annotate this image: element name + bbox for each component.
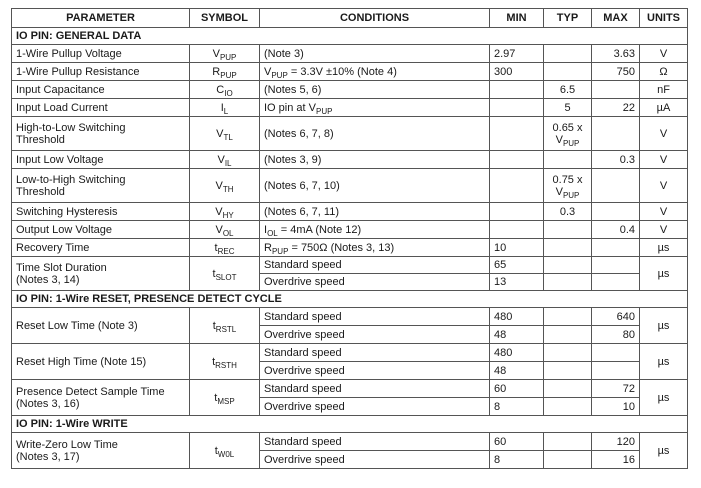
- typ-cell: [544, 63, 592, 81]
- typ-sub: PUP: [562, 190, 580, 200]
- header-max: MAX: [592, 9, 640, 28]
- typ-cell: [544, 239, 592, 257]
- unit-cell: V: [640, 151, 688, 169]
- symbol-sub: IL: [224, 158, 232, 168]
- min-cell: [490, 99, 544, 117]
- condition-cell: (Notes 5, 6): [260, 81, 490, 99]
- condition-cell-standard: Standard speed: [260, 257, 490, 274]
- typ-cell: [544, 398, 592, 416]
- symbol-sub: REC: [217, 246, 235, 256]
- param-line-2: Threshold: [16, 185, 65, 198]
- param-cell: [12, 117, 190, 151]
- typ-cell: [544, 274, 592, 291]
- param-line-2: Threshold: [16, 133, 65, 146]
- symbol-cell: [190, 99, 260, 117]
- cond-part-b: = 750Ω (Notes 3, 13): [288, 241, 395, 254]
- typ-cell: 5: [544, 99, 592, 117]
- section-row-write: [12, 416, 688, 433]
- typ-cell: [544, 257, 592, 274]
- symbol-sub: HY: [222, 210, 234, 220]
- min-cell: [490, 169, 544, 203]
- symbol-cell: [190, 117, 260, 151]
- condition-cell: (Notes 6, 7, 8): [260, 117, 490, 151]
- symbol-cell: [190, 308, 260, 344]
- unit-cell: V: [640, 45, 688, 63]
- max-cell: 0.4: [592, 221, 640, 239]
- max-cell: [592, 239, 640, 257]
- condition-cell: (Notes 3, 9): [260, 151, 490, 169]
- header-conditions: CONDITIONS: [260, 9, 490, 28]
- symbol-cell: [190, 433, 260, 469]
- unit-cell: µs: [640, 344, 688, 380]
- param-cell: [12, 169, 190, 203]
- typ-cell: [544, 169, 592, 203]
- symbol-sub: RSTH: [215, 360, 237, 370]
- condition-cell-overdrive: Overdrive speed: [260, 398, 490, 416]
- symbol-cell: [190, 151, 260, 169]
- symbol-main: V: [215, 223, 223, 236]
- symbol-main: V: [215, 205, 223, 218]
- max-cell: 10: [592, 398, 640, 416]
- cond-sub: PUP: [271, 246, 289, 256]
- symbol-main: V: [212, 47, 220, 60]
- header-units: UNITS: [640, 9, 688, 28]
- typ-line-1: 0.75 x: [552, 173, 583, 186]
- typ-line-1: 0.65 x: [552, 121, 583, 134]
- condition-cell-overdrive: Overdrive speed: [260, 451, 490, 469]
- min-cell: 60: [490, 380, 544, 398]
- max-cell: [592, 117, 640, 151]
- max-cell: 120: [592, 433, 640, 451]
- symbol-main: t: [214, 444, 218, 457]
- min-cell: [490, 117, 544, 151]
- symbol-cell: [190, 239, 260, 257]
- table-row-trstl: [12, 308, 688, 326]
- table-row-vil: [12, 151, 688, 169]
- unit-cell: µs: [640, 433, 688, 469]
- symbol-main: C: [216, 83, 225, 96]
- param-line-1: Write-Zero Low Time: [16, 438, 118, 451]
- param-cell: Input Load Current: [12, 99, 190, 117]
- param-line-1: Low-to-High Switching: [16, 173, 126, 186]
- section-title-write: IO PIN: 1-Wire WRITE: [12, 416, 688, 433]
- symbol-cell: [190, 380, 260, 416]
- symbol-main: t: [212, 355, 216, 368]
- min-cell: [490, 81, 544, 99]
- max-cell: 80: [592, 326, 640, 344]
- table-row-tslot: [12, 257, 688, 274]
- min-cell: 60: [490, 433, 544, 451]
- cond-part-a: V: [264, 65, 272, 78]
- min-cell: 8: [490, 451, 544, 469]
- symbol-main: V: [215, 179, 223, 192]
- typ-cell: [544, 380, 592, 398]
- typ-cell: [544, 362, 592, 380]
- table-row-tw0l: [12, 433, 688, 451]
- typ-cell: [544, 344, 592, 362]
- condition-cell-overdrive: Overdrive speed: [260, 274, 490, 291]
- table-row-trec: [12, 239, 688, 257]
- max-cell: [592, 203, 640, 221]
- symbol-sub: RSTL: [215, 324, 237, 334]
- unit-cell: µs: [640, 239, 688, 257]
- condition-cell-overdrive: Overdrive speed: [260, 326, 490, 344]
- symbol-main: V: [216, 127, 224, 140]
- unit-cell: µs: [640, 308, 688, 344]
- typ-cell: [544, 308, 592, 326]
- table-row-vpup: [12, 45, 688, 63]
- symbol-cell: [190, 257, 260, 291]
- param-cell: [12, 433, 190, 469]
- condition-cell: (Notes 6, 7, 11): [260, 203, 490, 221]
- symbol-main: t: [214, 241, 218, 254]
- param-cell: [12, 380, 190, 416]
- min-cell: 65: [490, 257, 544, 274]
- condition-cell-standard: Standard speed: [260, 308, 490, 326]
- symbol-main: t: [212, 319, 216, 332]
- section-title-reset: IO PIN: 1-Wire RESET, PRESENCE DETECT CYCLE: [12, 291, 688, 308]
- symbol-sub: TL: [223, 132, 233, 142]
- max-cell: [592, 274, 640, 291]
- min-cell: 480: [490, 344, 544, 362]
- typ-cell: [544, 151, 592, 169]
- param-cell: 1-Wire Pullup Voltage: [12, 45, 190, 63]
- cond-part-b: = 3.3V ±10% (Note 4): [287, 65, 397, 78]
- condition-cell-standard: Standard speed: [260, 380, 490, 398]
- typ-line-2: V: [555, 133, 563, 146]
- symbol-main: t: [214, 391, 218, 404]
- typ-cell: [544, 451, 592, 469]
- unit-cell: µA: [640, 99, 688, 117]
- symbol-sub: IO: [224, 88, 233, 98]
- condition-cell-standard: Standard speed: [260, 344, 490, 362]
- typ-cell: 0.3: [544, 203, 592, 221]
- min-cell: 48: [490, 362, 544, 380]
- cond-part-a: R: [264, 241, 272, 254]
- max-cell: 72: [592, 380, 640, 398]
- cond-part-a: IO pin at V: [264, 101, 316, 114]
- section-title-general: IO PIN: GENERAL DATA: [12, 28, 688, 45]
- symbol-sub: PUP: [220, 70, 237, 80]
- table-row-vhy: [12, 203, 688, 221]
- typ-cell: [544, 326, 592, 344]
- min-cell: 300: [490, 63, 544, 81]
- param-line-2: (Notes 3, 17): [16, 450, 80, 463]
- table-row-vol: [12, 221, 688, 239]
- symbol-main: R: [212, 65, 221, 78]
- param-cell: Output Low Voltage: [12, 221, 190, 239]
- table-row-vth: [12, 169, 688, 203]
- unit-cell: nF: [640, 81, 688, 99]
- max-cell: 0.3: [592, 151, 640, 169]
- condition-cell: (Notes 6, 7, 10): [260, 169, 490, 203]
- header-parameter: PARAMETER: [12, 9, 190, 28]
- max-cell: [592, 169, 640, 203]
- electrical-characteristics-table: [11, 8, 688, 469]
- min-cell: [490, 151, 544, 169]
- param-cell: Reset High Time (Note 15): [12, 344, 190, 380]
- table-row-tmsp: [12, 380, 688, 398]
- min-cell: 8: [490, 398, 544, 416]
- condition-cell-standard: Standard speed: [260, 433, 490, 451]
- symbol-sub: SLOT: [215, 272, 237, 282]
- typ-cell: [544, 45, 592, 63]
- min-cell: [490, 203, 544, 221]
- min-cell: 2.97: [490, 45, 544, 63]
- param-line-1: High-to-Low Switching: [16, 121, 126, 134]
- min-cell: 48: [490, 326, 544, 344]
- cond-part-b: = 4mA (Note 12): [277, 223, 362, 236]
- param-cell: [12, 257, 190, 291]
- condition-cell: [260, 99, 490, 117]
- param-line-2: (Notes 3, 16): [16, 397, 80, 410]
- table-row-cio: [12, 81, 688, 99]
- unit-cell: V: [640, 203, 688, 221]
- param-cell: Recovery Time: [12, 239, 190, 257]
- symbol-cell: [190, 221, 260, 239]
- symbol-sub: TH: [222, 184, 234, 194]
- typ-sub: PUP: [562, 138, 580, 148]
- max-cell: [592, 344, 640, 362]
- unit-cell: µs: [640, 380, 688, 416]
- param-cell: Switching Hysteresis: [12, 203, 190, 221]
- max-cell: 16: [592, 451, 640, 469]
- table-row-il: [12, 99, 688, 117]
- max-cell: [592, 81, 640, 99]
- section-row-reset: [12, 291, 688, 308]
- header-symbol: SYMBOL: [190, 9, 260, 28]
- symbol-cell: [190, 169, 260, 203]
- symbol-cell: [190, 344, 260, 380]
- param-cell: 1-Wire Pullup Resistance: [12, 63, 190, 81]
- typ-cell: [544, 433, 592, 451]
- min-cell: 13: [490, 274, 544, 291]
- cond-sub: PUP: [315, 106, 333, 116]
- symbol-sub: OL: [222, 228, 234, 238]
- min-cell: [490, 221, 544, 239]
- cond-part-a: I: [264, 223, 268, 236]
- symbol-cell: [190, 45, 260, 63]
- param-line-1: Time Slot Duration: [16, 261, 107, 274]
- condition-cell: [260, 221, 490, 239]
- unit-cell: V: [640, 221, 688, 239]
- min-cell: 480: [490, 308, 544, 326]
- max-cell: 3.63: [592, 45, 640, 63]
- condition-cell: [260, 63, 490, 81]
- symbol-cell: [190, 81, 260, 99]
- section-row-general: [12, 28, 688, 45]
- typ-cell: [544, 221, 592, 239]
- max-cell: [592, 257, 640, 274]
- cond-sub: OL: [267, 228, 278, 238]
- max-cell: 640: [592, 308, 640, 326]
- symbol-sub: W0L: [217, 449, 235, 459]
- unit-cell: µs: [640, 257, 688, 291]
- cond-sub: PUP: [271, 70, 288, 80]
- table-row-trsth: [12, 344, 688, 362]
- header-typ: TYP: [544, 9, 592, 28]
- max-cell: 750: [592, 63, 640, 81]
- condition-cell-overdrive: Overdrive speed: [260, 362, 490, 380]
- header-min: MIN: [490, 9, 544, 28]
- symbol-sub: L: [223, 106, 229, 116]
- unit-cell: V: [640, 169, 688, 203]
- symbol-main: I: [220, 101, 224, 114]
- table-row-vtl: [12, 117, 688, 151]
- min-cell: 10: [490, 239, 544, 257]
- symbol-cell: [190, 203, 260, 221]
- max-cell: 22: [592, 99, 640, 117]
- param-line-1: Presence Detect Sample Time: [16, 385, 165, 398]
- unit-cell: Ω: [640, 63, 688, 81]
- condition-cell: (Note 3): [260, 45, 490, 63]
- param-line-2: (Notes 3, 14): [16, 273, 80, 286]
- symbol-sub: PUP: [219, 52, 237, 62]
- header-row: [12, 9, 688, 28]
- unit-cell: V: [640, 117, 688, 151]
- symbol-main: V: [217, 153, 225, 166]
- typ-cell: 6.5: [544, 81, 592, 99]
- symbol-main: t: [212, 267, 216, 280]
- typ-cell: [544, 117, 592, 151]
- max-cell: [592, 362, 640, 380]
- symbol-cell: [190, 63, 260, 81]
- condition-cell: [260, 239, 490, 257]
- param-cell: Input Capacitance: [12, 81, 190, 99]
- table-row-rpup: [12, 63, 688, 81]
- param-cell: Input Low Voltage: [12, 151, 190, 169]
- typ-line-2: V: [555, 185, 563, 198]
- param-cell: Reset Low Time (Note 3): [12, 308, 190, 344]
- symbol-sub: MSP: [217, 396, 235, 406]
